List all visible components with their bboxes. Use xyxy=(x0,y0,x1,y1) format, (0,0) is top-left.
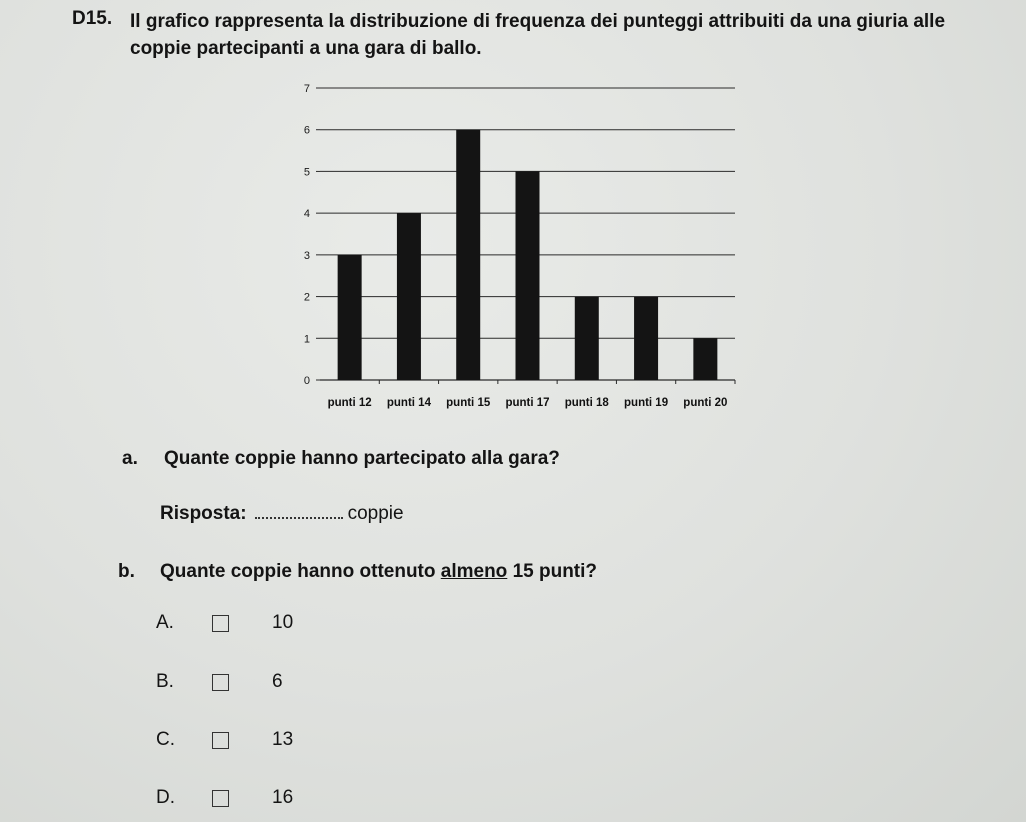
x-tick-label: punti 18 xyxy=(564,397,609,409)
option-checkbox[interactable] xyxy=(212,615,229,632)
y-tick-label: 0 xyxy=(303,375,310,387)
answer-unit: coppie xyxy=(347,503,404,524)
part-b-text-after: 15 punti? xyxy=(512,561,598,582)
y-tick-label: 1 xyxy=(303,333,310,346)
answer-label: Risposta: xyxy=(160,503,247,524)
bar xyxy=(575,297,599,380)
y-tick-label: 5 xyxy=(303,166,310,179)
option-checkbox[interactable] xyxy=(212,790,229,807)
option-value: 13 xyxy=(272,729,294,750)
option-checkbox[interactable] xyxy=(212,732,229,749)
option-letter: B. xyxy=(156,671,174,692)
bar xyxy=(516,171,540,380)
part-b-question xyxy=(118,561,597,583)
frequency-bar-chart xyxy=(280,78,750,418)
y-tick-label: 2 xyxy=(303,291,310,304)
x-tick-label: punti 19 xyxy=(624,397,669,409)
part-a-question xyxy=(122,448,560,470)
bar xyxy=(456,130,480,380)
option-c[interactable] xyxy=(156,727,293,753)
option-b[interactable] xyxy=(156,669,283,695)
part-b-text-before: Quante coppie hanno ottenuto xyxy=(160,561,436,582)
y-tick-label: 4 xyxy=(303,208,310,221)
question-text: Il grafico rappresenta la distribuzione di frequenza dei punteggi attribuiti da una giuria alle coppie partecipanti a una gara di ballo. xyxy=(130,11,946,59)
question-number: D15. xyxy=(72,8,113,29)
answer-blank[interactable] xyxy=(255,503,343,519)
part-a-text: Quante coppie hanno partecipato alla gara? xyxy=(164,448,560,469)
y-tick-label: 3 xyxy=(303,249,310,262)
option-letter: A. xyxy=(156,612,174,633)
option-letter: C. xyxy=(156,729,175,750)
part-a-label: a. xyxy=(122,448,138,469)
part-b-label: b. xyxy=(118,561,135,582)
x-tick-label: punti 20 xyxy=(683,397,728,409)
option-checkbox[interactable] xyxy=(212,674,229,691)
x-tick-label: punti 14 xyxy=(386,397,431,409)
option-value: 6 xyxy=(272,671,283,692)
bar xyxy=(634,297,658,380)
x-tick-label: punti 17 xyxy=(505,397,550,409)
bar xyxy=(693,338,717,380)
x-tick-label: punti 12 xyxy=(327,397,372,409)
option-letter: D. xyxy=(156,787,175,808)
option-d[interactable] xyxy=(156,785,293,811)
y-tick-label: 7 xyxy=(303,83,310,95)
option-value: 10 xyxy=(272,612,294,633)
y-tick-label: 6 xyxy=(303,124,310,137)
answer-line xyxy=(160,503,404,525)
option-a[interactable] xyxy=(156,610,293,636)
bar xyxy=(397,213,421,380)
bar xyxy=(338,255,362,380)
part-b-text-underlined: almeno xyxy=(440,561,508,582)
option-value: 16 xyxy=(272,787,294,808)
x-tick-label: punti 15 xyxy=(446,397,491,409)
